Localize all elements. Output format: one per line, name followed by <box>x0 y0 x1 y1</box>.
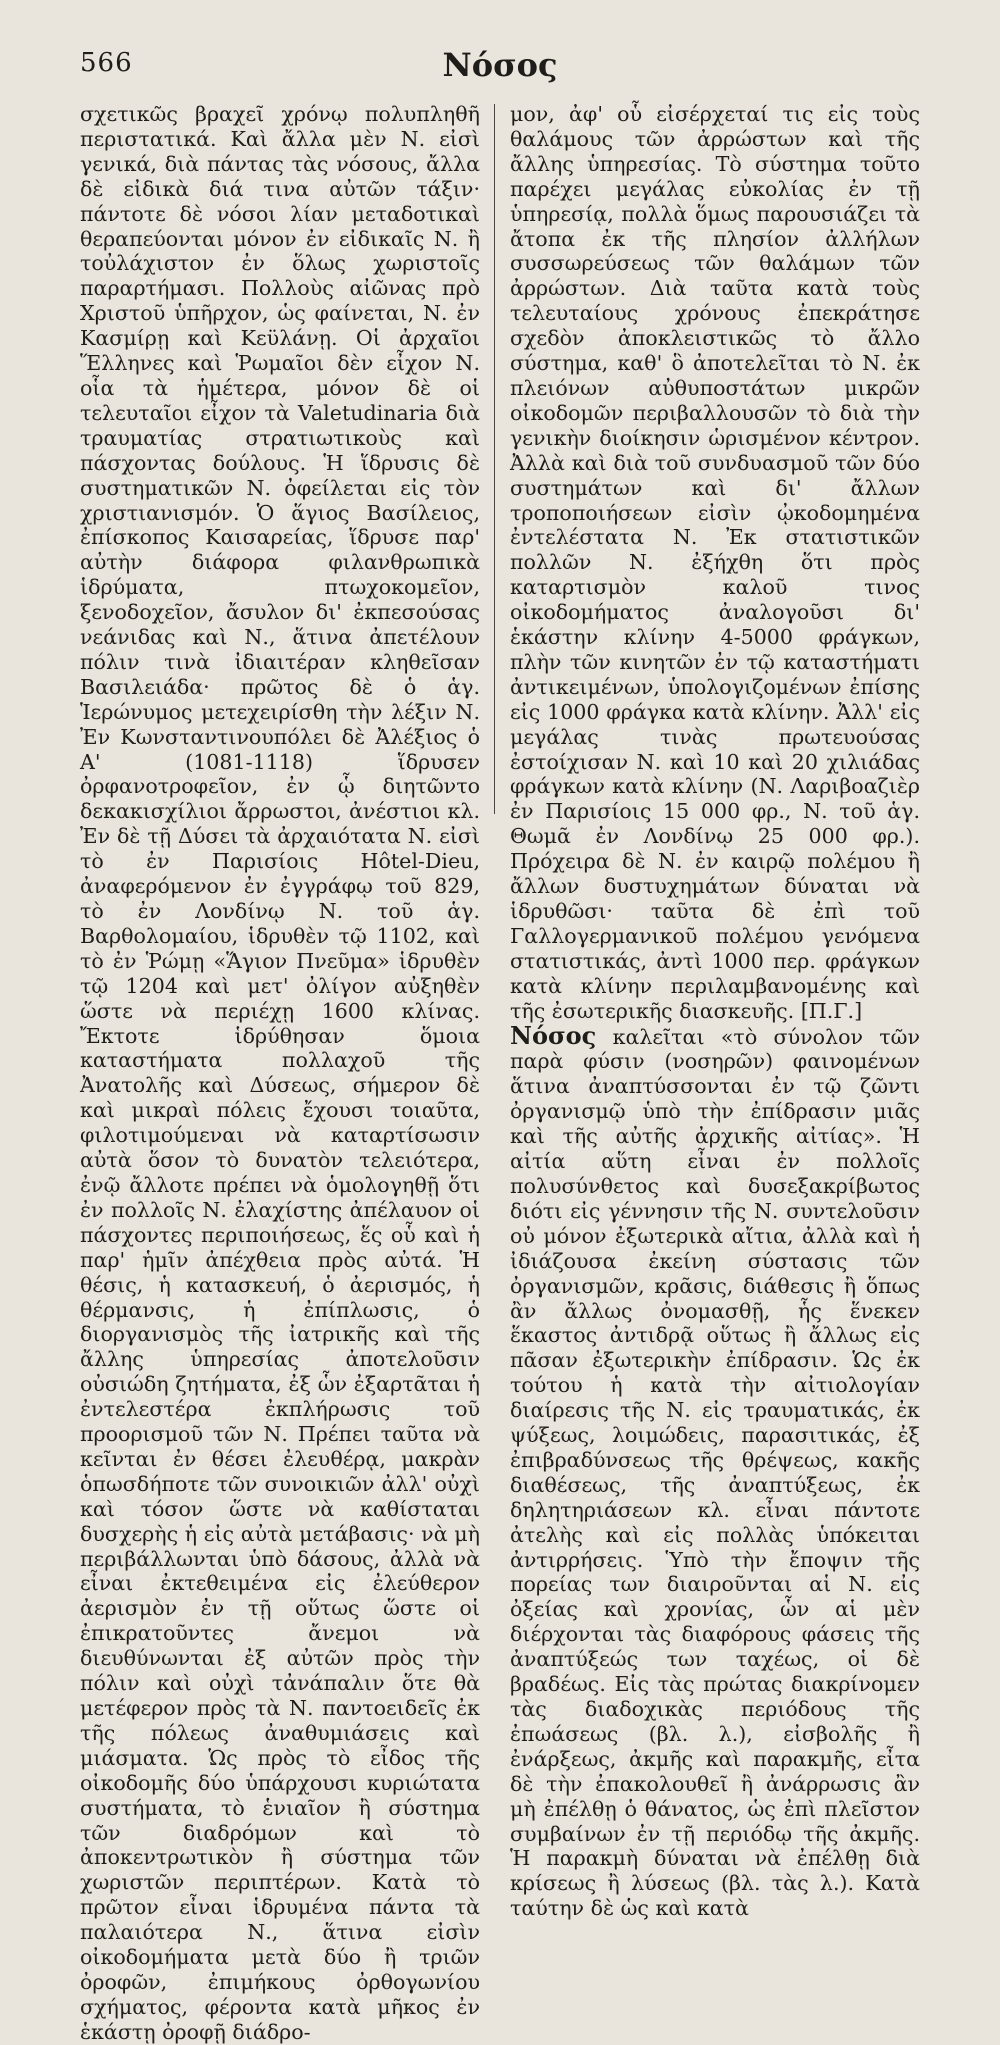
left-column-text: σχετικῶς βραχεῖ χρόνῳ πολυπληθῆ περιστατικά. Καὶ ἄλλα μὲν Ν. εἰσὶ γενικά, διὰ πάντας τὰς νόσους, ἄλλα δὲ εἰδικὰ διά τινα αὐτῶν τάξιν· πάντοτε δὲ νόσοι λίαν μεταδοτικαὶ θεραπεύονται μόνον ἐν εἰδικαῖς Ν. ἢ τοὐλάχιστον ἐν ὅλως χωριστοῖς παραρτήμασι. Πολλοὺς αἰῶνας πρὸ Χριστοῦ ὑπῆρχον, ὡς φαίνεται, Ν. ἐν Κασμίρῃ καὶ Κεϋλάνῃ. Οἱ ἀρχαῖοι Ἕλληνες καὶ Ῥωμαῖοι δὲν εἶχον Ν. οἷα τὰ ἡμέτερα, μόνον δὲ οἱ τελευταῖοι εἶχον τὰ Valetudinaria διὰ τραυματίας στρατιωτικοὺς καὶ πάσχοντας δούλους. Ἡ ἵδρυσις δὲ συστηματικῶν Ν. ὀφείλεται εἰς τὸν χριστιανισμόν. Ὁ ἅγιος Βασίλειος, ἐπίσκοπος Καισαρείας, ἵδρυσε παρ' αὐτὴν διάφορα φιλανθρωπικὰ ἱδρύματα, πτωχοκομεῖον, ξενοδοχεῖον, ἄσυλον δι' ἐκπεσούσας νεάνιδας καὶ Ν., ἅτινα ἀπετέλουν πόλιν τινὰ ἰδιαιτέραν κληθεῖσαν Βασιλειάδα· πρῶτος δὲ ὁ ἁγ. Ἱερώνυμος μετεχειρίσθη τὴν λέξιν Ν. Ἐν Κωνσταντινουπόλει δὲ Ἀλέξιος ὁ Α' (1081-1118) ἵδρυσεν ὀρφανοτροφεῖον, ἐν ᾧ διητῶντο δεκακισχίλιοι ἄρρωστοι, ἀνέστιοι κλ. Ἐν δὲ τῇ Δύσει τὰ ἀρχαιότατα Ν. εἰσὶ τὸ ἐν Παρισίοις Hôtel-Dieu, ἀναφερόμενον ἐν ἐγγράφῳ τοῦ 829, τὸ ἐν Λονδίνῳ Ν. τοῦ ἁγ. Βαρθολομαίου, ἱδρυθὲν τῷ 1102, καὶ τὸ ἐν Ῥώμῃ «Ἅγιον Πνεῦμα» ἱδρυθὲν τῷ 1204 καὶ μετ' ὀλίγον αὐξηθὲν ὥστε νὰ περιέχῃ 1600 κλίνας. Ἔκτοτε ἱδρύθησαν ὅμοια καταστήματα πολλαχοῦ τῆς Ἀνατολῆς καὶ Δύσεως, σήμερον δὲ καὶ μικραὶ πόλεις ἔχουσι τοιαῦτα, φιλοτιμούμεναι νὰ καταρτίσωσιν αὐτὰ ὅσον τὸ δυνατὸν τελειότερα, ἐνῷ ἄλλοτε πρέπει νὰ ὁμολογηθῇ ὅτι ἐν πολλοῖς Ν. ἐλαχίστης ἀπέλαυον οἱ πάσχοντες περιποιήσεως, ἕς οὗ καὶ ἡ παρ' ἡμῖν ἀπέχθεια πρὸς αὐτά. Ἡ θέσις, ἡ κατασκευή, ὁ ἀερισμός, ἡ θέρμανσις, ἡ ἐπίπλωσις, ὁ διοργανισμὸς τῆς ἰατρικῆς καὶ τῆς ἄλλης ὑπηρεσίας ἀποτελοῦσιν οὐσιώδη ζητήματα, ἐξ ὧν ἐξαρτᾶται ἡ ἐντελεστέρα ἐκπλήρωσις τοῦ προορισμοῦ τῶν Ν. Πρέπει ταῦτα νὰ κεῖνται ἐν θέσει ἐλευθέρᾳ, μακρὰν ὁπωσδήποτε τῶν συνοικιῶν ἀλλ' οὐχὶ καὶ τόσον ὥστε νὰ καθίσταται δυσχερὴς ἡ εἰς αὐτὰ μετάβασις· νὰ μὴ περιβάλλωνται ὑπὸ δάσους, ἀλλὰ νὰ εἶναι ἐκτεθειμένα εἰς ἐλεύθερον ἀερισμὸν ἐν τῇ οὕτως ὥστε οἱ ἐπικρατοῦντες ἄνεμοι νὰ διευθύνωνται ἐξ αὐτῶν πρὸς τὴν πόλιν καὶ οὐχὶ τἀνάπαλιν ὅτε θὰ μετέφερον πρὸς τὰ Ν. παντοειδεῖς ἐκ τῆς πόλεως ἀναθυμιάσεις καὶ μιάσματα. Ὡς πρὸς τὸ εἶδος τῆς οἰκοδομῆς δύο ὑπάρχουσι κυριώτατα συστήματα, τὸ ἑνιαῖον ἢ σύστημα τῶν διαδρόμων καὶ τὸ ἀποκεντρωτικὸν ἢ σύστημα τῶν χωριστῶν περιπτέρων. Κατὰ τὸ πρῶτον εἶναι ἱδρυμένα πάντα τὰ παλαιότερα Ν., ἅτινα εἰσὶν οἰκοδομήματα μετὰ δύο ἢ τριῶν ὀροφῶν, ἐπιμήκους ὀρθογωνίου σχήματος, φέροντα κατὰ μῆκος ἐν ἑκάστῃ ὀροφῇ διάδρο- <box>80 102 480 2044</box>
entry-headword: Νόσος <box>510 1020 597 1050</box>
right-column <box>510 102 920 1921</box>
page-header <box>0 40 1000 100</box>
right-column-text-part2: καλεῖται «τὸ σύνολον τῶν παρὰ φύσιν (νοσηρῶν) φαινομένων ἅτινα ἀναπτύσσονται ἐν τῷ ζῶντι ὀργανισμῷ ὑπὸ τὴν ἐπίδρασιν μιᾶς καὶ τῆς αὐτῆς ἀρχικῆς αἰτίας». Ἡ αἰτία αὕτη εἶναι ἐν πολλοῖς πολυσύνθετος καὶ δυσεξακρίβωτος διότι εἰς γέννησιν τῆς Ν. συντελοῦσιν οὐ μόνον ἐξωτερικὰ αἴτια, ἀλλὰ καὶ ἡ ἰδιάζουσα ἐκείνη σύστασις τῶν ὀργανισμῶν, κρᾶσις, διάθεσις ἢ ὅπως ἂν ἄλλως ὀνομασθῇ, ἧς ἕνεκεν ἕκαστος ἀντιδρᾷ οὕτως ἢ ἄλλως εἰς πᾶσαν ἐξωτερικὴν ἐπίδρασιν. Ὡς ἐκ τούτου ἡ κατὰ τὴν αἰτιολογίαν διαίρεσις τῆς Ν. εἰς τραυματικάς, ἐκ ψύξεως, λοιμώδεις, παρασιτικάς, ἐξ ἐπιβραδύνσεως τῆς θρέψεως, κακῆς διαθέσεως, τῆς ἀναπτύξεως, ἐκ δηλητηριάσεων κλ. εἶναι πάντοτε ἀτελὴς καὶ εἰς πολλὰς ὑπόκειται ἀντιρρήσεις. Ὑπὸ τὴν ἔποψιν τῆς πορείας των διαιροῦνται αἱ Ν. εἰς ὀξείας καὶ χρονίας, ὧν αἱ μὲν διέρχονται τὰς διαφόρους φάσεις τῆς ἀναπτύξεώς των ταχέως, οἱ δὲ βραδέως. Εἰς τὰς πρώτας διακρίνομεν τὰς διαδοχικὰς περιόδους τῆς ἐπωάσεως (βλ. λ.), εἰσβολῆς ἢ ἐνάρξεως, ἀκμῆς καὶ παρακμῆς, εἶτα δὲ τὴν ἐπακολουθεῖ ἢ ἀνάρρωσις ἂν μὴ ἐπέλθῃ ὁ θάνατος, ὡς ἐπὶ πλεῖστον συμβαίνων ἐν τῇ περιόδῳ τῆς ἀκμῆς. Ἡ παρακμὴ δύναται νὰ ἐπέλθῃ διὰ κρίσεως ἢ λύσεως (βλ. τὰς λ.). Κατὰ ταύτην δὲ ὡς καὶ κατὰ <box>510 1024 920 1921</box>
running-title: Νόσος <box>442 46 558 84</box>
column-divider <box>494 104 495 814</box>
new-entry-paragraph <box>510 1020 920 1922</box>
left-column <box>80 102 480 2044</box>
right-column-text-part1: μον, ἀφ' οὗ εἰσέρχεταί τις εἰς τοὺς θαλάμους τῶν ἀρρώστων καὶ τῆς ἄλλης ὑπηρεσίας. Τὸ σύστημα τοῦτο παρέχει μεγάλας εὐκολίας ἐν τῇ ὑπηρεσίᾳ, πολλὰ ὅμως παρουσιάζει τὰ ἄτοπα ἐκ τῆς πλησίον ἀλλήλων συσσωρεύσεως τῶν θαλάμων τῶν ἀρρώστων. Διὰ ταῦτα κατὰ τοὺς τελευταίους χρόνους ἐπεκράτησε σχεδὸν ἀποκλειστικῶς τὸ ἄλλο σύστημα, καθ' ὃ ἀποτελεῖται τὸ Ν. ἐκ πλειόνων αὐθυποστάτων μικρῶν οἰκοδομῶν περιβαλλουσῶν τὸ διὰ τὴν γενικὴν διοίκησιν ὡρισμένον κέντρον. Ἀλλὰ καὶ διὰ τοῦ συνδυασμοῦ τῶν δύο συστημάτων καὶ δι' ἄλλων τροποποιήσεων εἰσὶν ᾠκοδομημένα ἐντελέστατα Ν. Ἐκ στατιστικῶν πολλῶν Ν. ἐξήχθη ὅτι πρὸς καταρτισμὸν καλοῦ τινος οἰκοδομήματος ἀναλογοῦσι δι' ἑκάστην κλίνην 4-5000 φράγκων, πλὴν τῶν κινητῶν ἐν τῷ καταστήματι ἀντικειμένων, ὑπολογιζομένων ἐπίσης εἰς 1000 φράγκα κατὰ κλίνην. Ἀλλ' εἰς μεγάλας τινὰς πρωτευούσας ἐστοίχισαν Ν. καὶ 10 καὶ 20 χιλιάδας φράγκων κατὰ κλίνην (Ν. Λαριβοαζιὲρ ἐν Παρισίοις 15 000 φρ., Ν. τοῦ ἁγ. Θωμᾶ ἐν Λονδίνῳ 25 000 φρ.). Πρόχειρα δὲ Ν. ἐν καιρῷ πολέμου ἢ ἄλλων δυστυχημάτων δύναται νὰ ἱδρυθῶσι· ταῦτα δὲ ἐπὶ τοῦ Γαλλογερμανικοῦ πολέμου γενόμενα στατιστικάς, ἀντὶ 1000 περ. φράγκων κατὰ κλίνην περιλαμβανομένης καὶ τῆς ἐσωτερικῆς διασκευῆς. [Π.Γ.] <box>510 102 920 1023</box>
page-number: 566 <box>80 48 133 78</box>
